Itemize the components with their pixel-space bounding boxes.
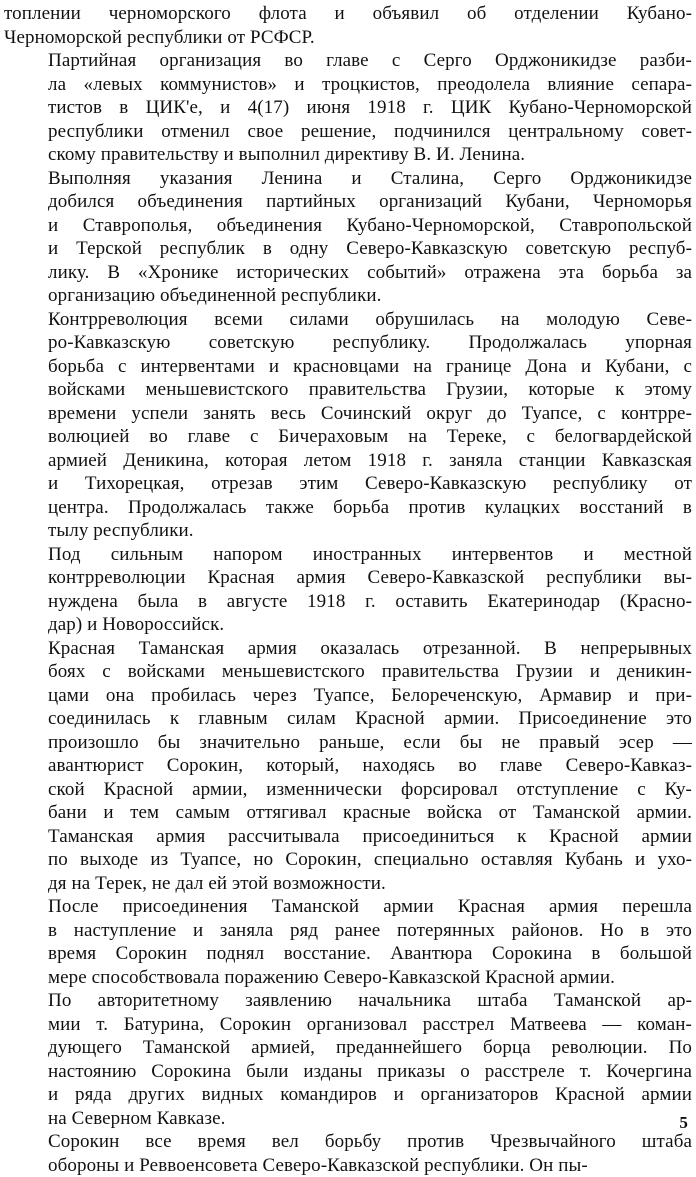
text-line: ла «левых коммунистов» и троцкистов, преодолела влияние сепара- — [4, 73, 692, 97]
text-line: авантюрист Сорокин, который, находясь во главе Северо-Кавказ- — [4, 754, 692, 778]
text-line: Черноморской республики от РСФСР. — [4, 26, 692, 50]
text-line: тистов в ЦИК'е, и 4(17) июня 1918 г. ЦИК Кубано-Черноморской — [4, 96, 692, 120]
text-line: Таманская армия рассчитывала присоединиться к Красной армии — [4, 825, 692, 849]
text-line: После присоединения Таманской армии Красная армия перешла — [4, 895, 692, 919]
text-line: ро-Кавказскую советскую республику. Продолжалась упорная — [4, 331, 692, 355]
book-page — [4, 2, 692, 1142]
text-line: центра. Продолжалась также борьба против кулацких восстаний в — [4, 496, 692, 520]
text-line: произошло бы значительно раньше, если бы не правый эсер — — [4, 731, 692, 755]
text-line: дующего Таманской армией, преданнейшего борца революции. По — [4, 1036, 692, 1060]
paragraph — [4, 2, 692, 49]
paragraph — [4, 637, 692, 896]
text-line: настоянию Сорокина были изданы приказы о расстреле т. Кочергина — [4, 1060, 692, 1084]
text-line: на Северном Кавказе. — [4, 1107, 692, 1131]
paragraph — [4, 543, 692, 637]
text-line: республики отменил свое решение, подчинился центральному совет- — [4, 120, 692, 144]
text-line: Выполняя указания Ленина и Сталина, Серго Орджоникидзе — [4, 167, 692, 191]
text-line: мере способствовала поражению Северо-Кавказской Красной армии. — [4, 966, 692, 990]
text-line: обороны и Реввоенсовета Северо-Кавказской республики. Он пы- — [4, 1154, 692, 1177]
text-line: дар) и Новороссийск. — [4, 613, 692, 637]
paragraph — [4, 167, 692, 308]
text-line: боях с войсками меньшевистского правительства Грузии и деникин- — [4, 660, 692, 684]
text-line: и Тихорецкая, отрезав этим Северо-Кавказскую республику от — [4, 472, 692, 496]
text-line: бани и тем самым оттягивал красные войска от Таманской армии. — [4, 801, 692, 825]
text-line: и ряда других видных командиров и организаторов Красной армии — [4, 1083, 692, 1107]
text-line: Под сильным напором иностранных интервентов и местной — [4, 543, 692, 567]
text-line: скому правительству и выполнил директиву В. И. Ленина. — [4, 143, 692, 167]
page-text-body — [4, 2, 692, 1177]
paragraph — [4, 308, 692, 543]
text-line: лику. В «Хронике исторических событий» отражена эта борьба за — [4, 261, 692, 285]
text-line: Сорокин все время вел борьбу против Чрезвычайного штаба — [4, 1130, 692, 1154]
text-line: время Сорокин поднял восстание. Авантюра Сорокина в большой — [4, 942, 692, 966]
text-line: Красная Таманская армия оказалась отрезанной. В непрерывных — [4, 637, 692, 661]
text-line: в наступление и заняла ряд ранее потерянных районов. Но в это — [4, 919, 692, 943]
text-line: тылу республики. — [4, 519, 692, 543]
text-line: армией Деникина, которая летом 1918 г. заняла станции Кавказская — [4, 449, 692, 473]
text-line: нуждена была в августе 1918 г. оставить Екатеринодар (Красно- — [4, 590, 692, 614]
text-line: соединилась к главным силам Красной армии. Присоединение это — [4, 707, 692, 731]
page-number: 5 — [679, 1111, 688, 1135]
text-line: ской Красной армии, изменнически форсировал отступление с Ку- — [4, 778, 692, 802]
text-line: времени успели занять весь Сочинский округ до Туапсе, с контрре- — [4, 402, 692, 426]
text-line: дя на Терек, не дал ей этой возможности. — [4, 872, 692, 896]
text-line: добился объединения партийных организаций Кубани, Черноморья — [4, 190, 692, 214]
text-line: волюцией во главе с Бичераховым на Тереке, с белогвардейской — [4, 425, 692, 449]
text-line: и Ставрополья, объединения Кубано-Черноморской, Ставропольской — [4, 214, 692, 238]
text-line: контрреволюции Красная армия Северо-Кавказской республики вы- — [4, 566, 692, 590]
text-line: по выходе из Туапсе, но Сорокин, специально оставляя Кубань и ухо- — [4, 848, 692, 872]
text-line: топлении черноморского флота и объявил об отделении Кубано- — [4, 2, 692, 26]
text-line: организацию объединенной республики. — [4, 284, 692, 308]
text-line: борьба с интервентами и красновцами на границе Дона и Кубани, с — [4, 355, 692, 379]
paragraph — [4, 895, 692, 989]
paragraph — [4, 989, 692, 1130]
text-line: Партийная организация во главе с Серго Орджоникидзе разби- — [4, 49, 692, 73]
text-line: и Терской республик в одну Северо-Кавказскую советскую респуб- — [4, 237, 692, 261]
text-line: цами она пробилась через Туапсе, Белореченскую, Армавир и при- — [4, 684, 692, 708]
text-line: мии т. Батурина, Сорокин организовал расстрел Матвеева — коман- — [4, 1013, 692, 1037]
text-line: Контрреволюция всеми силами обрушилась на молодую Севе- — [4, 308, 692, 332]
paragraph — [4, 1130, 692, 1177]
text-line: войсками меньшевистского правительства Грузии, которые к этому — [4, 378, 692, 402]
paragraph — [4, 49, 692, 167]
text-line: По авторитетному заявлению начальника штаба Таманской ар- — [4, 989, 692, 1013]
